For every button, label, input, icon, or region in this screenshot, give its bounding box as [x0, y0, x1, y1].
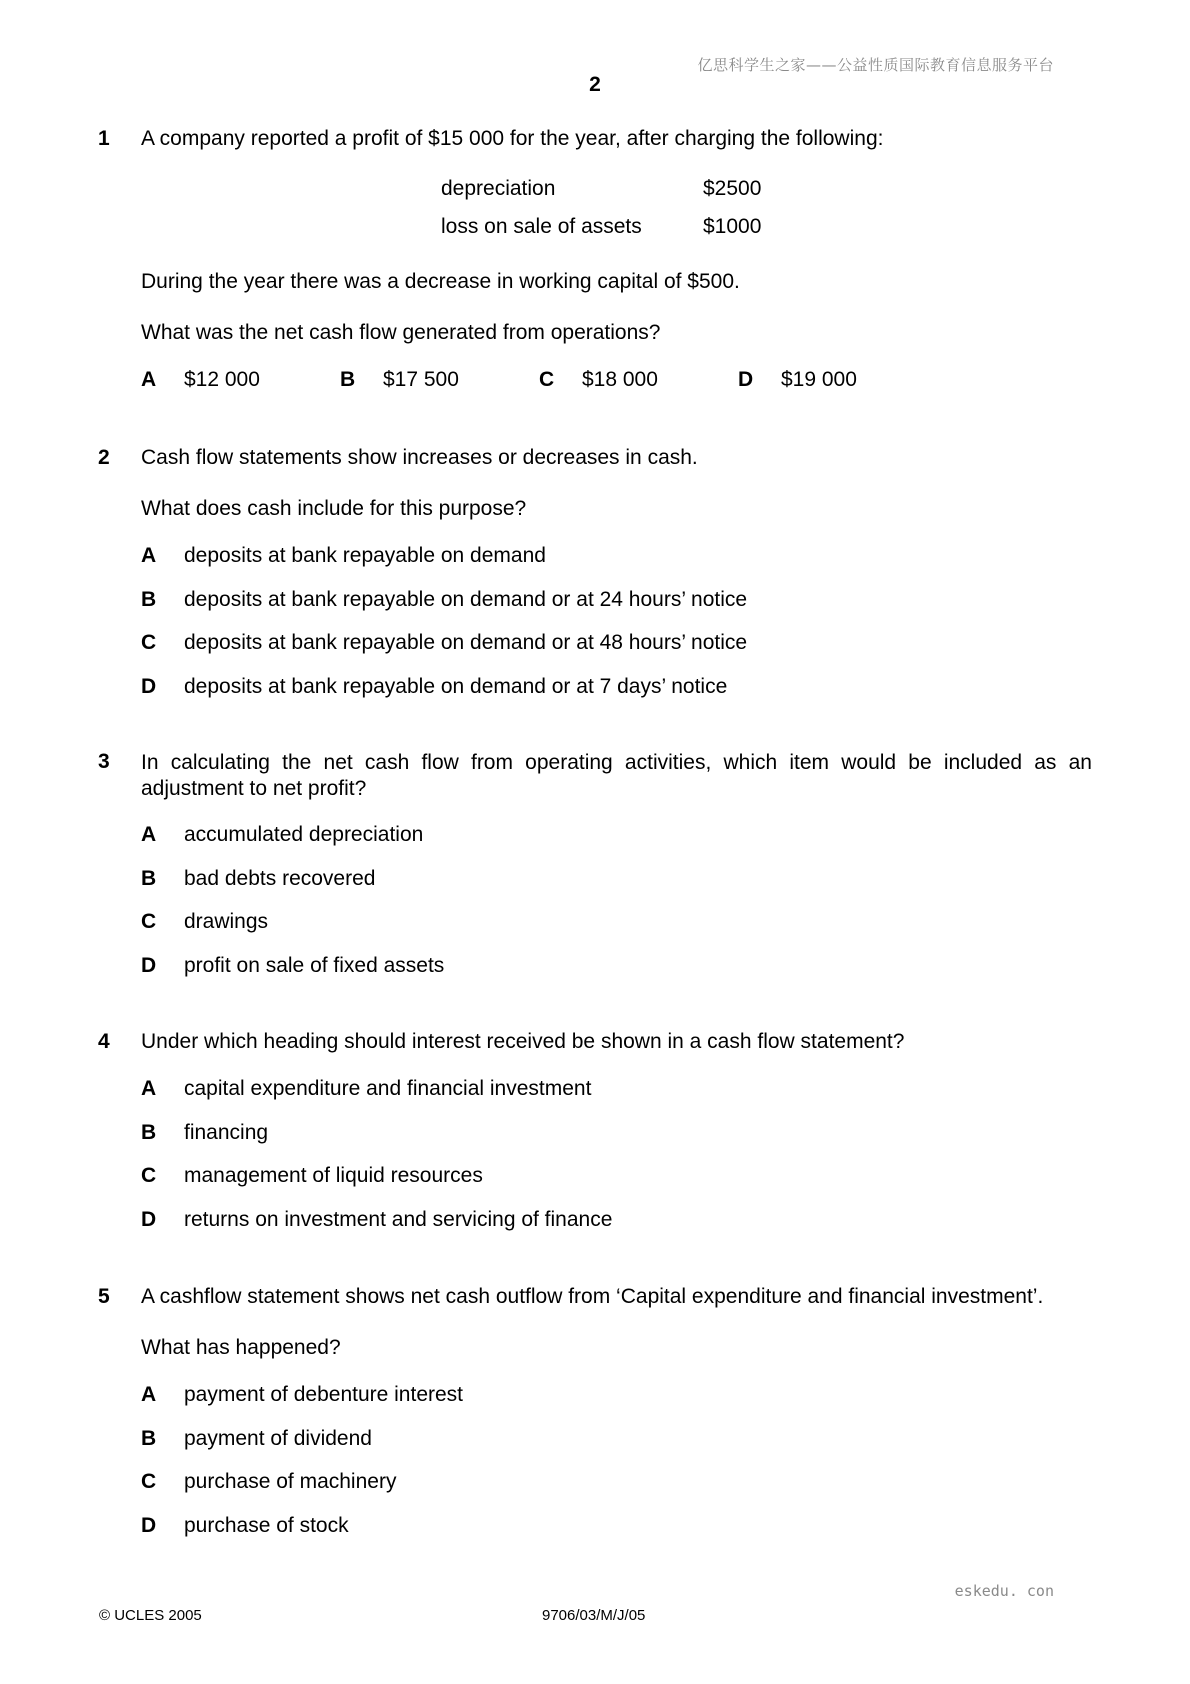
option-a [141, 368, 260, 392]
footer-watermark: eskedu. con [954, 1582, 1054, 1600]
option-text: deposits at bank repayable on demand or at 7 days’ notice [184, 675, 728, 698]
option-text: payment of dividend [184, 1427, 372, 1450]
question-prompt: What does cash include for this purpose? [141, 497, 527, 520]
question-stem: A company reported a profit of $15 000 for the year, after charging the following: [141, 127, 884, 150]
option-text: financing [184, 1121, 269, 1144]
option-d [141, 1208, 612, 1232]
option-letter: D [141, 1514, 157, 1537]
option-letter: A [141, 1077, 157, 1100]
option-text: deposits at bank repayable on demand or at 48 hours’ notice [184, 631, 748, 654]
option-text: purchase of machinery [184, 1470, 397, 1493]
option-letter: D [141, 675, 157, 698]
question-number: 5 [98, 1285, 110, 1308]
option-text: payment of debenture interest [184, 1383, 464, 1406]
option-b [141, 1121, 268, 1145]
question-prompt: What was the net cash flow generated from operations? [141, 321, 661, 344]
option-c [141, 631, 747, 655]
option-a [141, 823, 423, 847]
option-letter: B [141, 1121, 157, 1144]
question-number: 2 [98, 446, 110, 469]
option-text: drawings [184, 910, 269, 933]
option-letter: D [738, 368, 754, 391]
option-letter: A [141, 368, 157, 391]
option-a [141, 544, 546, 568]
option-letter: C [141, 1164, 157, 1187]
charge-value: $1000 [703, 215, 762, 238]
option-letter: A [141, 823, 157, 846]
option-c [141, 1164, 483, 1188]
question-stem: Under which heading should interest received be shown in a cash flow statement? [141, 1030, 905, 1053]
option-text: $17 500 [383, 368, 459, 391]
question-number: 1 [98, 127, 110, 150]
question-prompt: What has happened? [141, 1336, 341, 1359]
option-text: profit on sale of fixed assets [184, 954, 445, 977]
option-letter: C [141, 631, 157, 654]
option-letter: A [141, 544, 157, 567]
option-letter: B [141, 867, 157, 890]
header-watermark: 亿思科学生之家——公益性质国际教育信息服务平台 [697, 56, 1054, 74]
question-stem: A cashflow statement shows net cash outflow from ‘Capital expenditure and financial investment’. [141, 1285, 1044, 1308]
charge-label: loss on sale of assets [441, 215, 642, 238]
option-text: $18 000 [582, 368, 658, 391]
option-letter: B [141, 1427, 157, 1450]
option-text: $12 000 [184, 368, 260, 391]
option-a [141, 1383, 463, 1407]
option-letter: D [141, 1208, 157, 1231]
question-text: During the year there was a decrease in working capital of $500. [141, 270, 740, 293]
charge-value: $2500 [703, 177, 762, 200]
option-d [141, 675, 727, 699]
option-letter: C [141, 910, 157, 933]
option-letter: C [141, 1470, 157, 1493]
option-text: deposits at bank repayable on demand or at 24 hours’ notice [184, 588, 748, 611]
option-text: capital expenditure and financial investment [184, 1077, 592, 1100]
option-letter: D [141, 954, 157, 977]
option-text: deposits at bank repayable on demand [184, 544, 546, 567]
footer-copyright: © UCLES 2005 [99, 1607, 202, 1624]
question-number: 4 [98, 1030, 110, 1053]
option-text: $19 000 [781, 368, 857, 391]
option-letter: B [141, 588, 157, 611]
page-number: 2 [589, 73, 601, 96]
question-stem: Cash flow statements show increases or decreases in cash. [141, 446, 698, 469]
option-text: accumulated depreciation [184, 823, 424, 846]
option-c [141, 1470, 396, 1494]
option-b [141, 1427, 372, 1451]
charge-label: depreciation [441, 177, 556, 200]
option-d [141, 1514, 349, 1538]
question-number: 3 [98, 750, 110, 773]
option-b [141, 588, 747, 612]
option-d [141, 954, 444, 978]
option-letter: C [539, 368, 555, 391]
option-a [141, 1077, 591, 1101]
option-b [340, 368, 459, 392]
option-c [141, 910, 268, 934]
question-stem: In calculating the net cash flow from operating activities, which item would be included as an adjustment to net profit? [141, 751, 1092, 800]
option-b [141, 867, 375, 891]
option-letter: A [141, 1383, 157, 1406]
option-d [738, 368, 857, 392]
option-text: management of liquid resources [184, 1164, 483, 1187]
option-letter: B [340, 368, 356, 391]
footer-paper-code: 9706/03/M/J/05 [542, 1607, 646, 1624]
option-text: purchase of stock [184, 1514, 349, 1537]
option-text: bad debts recovered [184, 867, 376, 890]
option-c [539, 368, 658, 392]
option-text: returns on investment and servicing of finance [184, 1208, 613, 1231]
